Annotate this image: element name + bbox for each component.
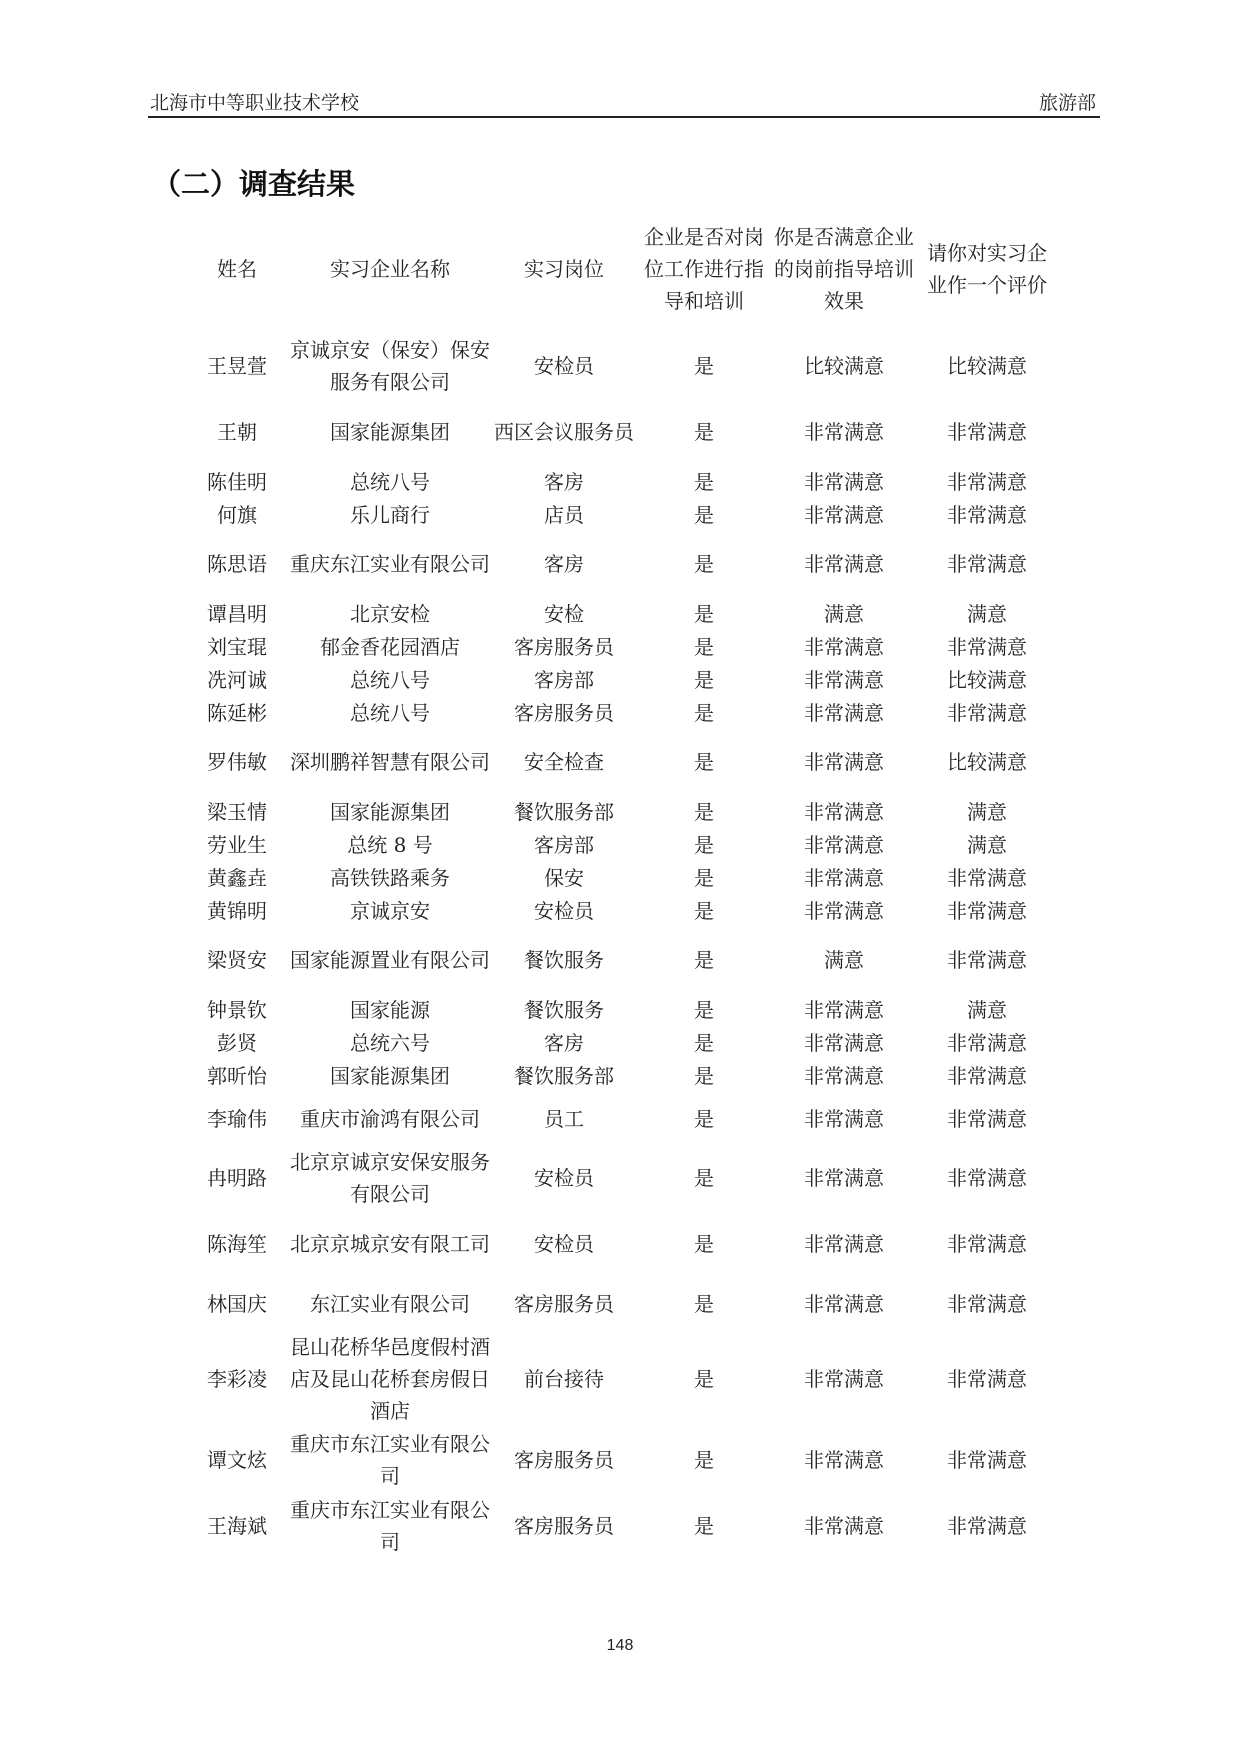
cell-company-rating: 非常满意: [947, 948, 1027, 972]
table-row: [186, 927, 1058, 993]
cell-position: 店员: [544, 502, 584, 527]
table-row: [186, 465, 1058, 498]
cell-company: 高铁铁路乘务: [330, 865, 450, 890]
cell-name: 李瑜伟: [207, 1106, 267, 1131]
page-number: 148: [606, 1637, 634, 1654]
cell-company: 国家能源集团: [330, 1063, 450, 1088]
cell-company-rating: 非常满意: [947, 420, 1027, 444]
cell-company-rating: 非常满意: [947, 502, 1027, 527]
table-row: [186, 1330, 1058, 1427]
cell-position: 安检员: [534, 354, 594, 378]
cell-training-provided: 是: [694, 420, 714, 444]
table-body: [186, 333, 1058, 1559]
header-company-rating: 请你对实习企业作一个评价: [927, 241, 1047, 297]
cell-name: 陈思语: [207, 552, 267, 576]
cell-training-satisfaction: 满意: [824, 601, 864, 626]
cell-name: 劳业生: [207, 832, 267, 857]
cell-position: 客房部: [534, 667, 594, 692]
cell-company: 乐儿商行: [350, 502, 430, 527]
cell-name: 林国庆: [207, 1291, 267, 1316]
cell-position: 客房: [544, 1030, 584, 1055]
cell-position: 客房: [544, 552, 584, 576]
cell-position: 客房服务员: [514, 634, 614, 659]
cell-training-provided: 是: [694, 502, 714, 527]
header-training-provided: 企业是否对岗位工作进行指导和培训: [644, 225, 764, 313]
header-training-satisfaction: 你是否满意企业的岗前指导培训效果: [774, 225, 914, 313]
cell-name: 梁贤安: [207, 948, 267, 972]
cell-position: 安检员: [534, 1166, 594, 1190]
table-row: [186, 1026, 1058, 1059]
cell-position: 前台接待: [524, 1366, 604, 1391]
cell-name: 黄鑫垚: [207, 865, 267, 890]
cell-position: 餐饮服务: [524, 997, 604, 1022]
table-row: [186, 1059, 1058, 1092]
cell-company: 国家能源集团: [330, 799, 450, 824]
cell-name: 何旗: [217, 502, 257, 527]
cell-company: 北京京诚京安保安服务有限公司: [290, 1150, 490, 1206]
cell-name: 王海斌: [207, 1514, 267, 1538]
cell-company: 国家能源集团: [330, 420, 450, 444]
cell-company: 国家能源: [350, 997, 430, 1022]
cell-name: 陈海笙: [207, 1232, 267, 1256]
cell-training-provided: 是: [694, 354, 714, 378]
cell-training-provided: 是: [694, 750, 714, 774]
cell-company-rating: 比较满意: [947, 354, 1027, 378]
cell-training-satisfaction: 比较满意: [804, 354, 884, 378]
cell-training-satisfaction: 非常满意: [804, 1366, 884, 1391]
cell-training-provided: 是: [694, 1166, 714, 1190]
cell-training-satisfaction: 非常满意: [804, 502, 884, 527]
cell-name: 刘宝琨: [207, 634, 267, 659]
cell-company-rating: 非常满意: [947, 1063, 1027, 1088]
table-row: [186, 531, 1058, 597]
cell-training-provided: 是: [694, 948, 714, 972]
cell-company: 东江实业有限公司: [310, 1291, 470, 1316]
cell-position: 餐饮服务部: [514, 1063, 614, 1088]
cell-training-provided: 是: [694, 634, 714, 659]
cell-training-satisfaction: 非常满意: [804, 898, 884, 923]
cell-position: 客房: [544, 469, 584, 494]
cell-position: 安检员: [534, 898, 594, 923]
table-row: [186, 1277, 1058, 1330]
table-row: [186, 696, 1058, 729]
cell-training-provided: 是: [694, 1366, 714, 1391]
cell-position: 保安: [544, 865, 584, 890]
cell-training-satisfaction: 非常满意: [804, 552, 884, 576]
table-row: [186, 663, 1058, 696]
cell-company: 国家能源置业有限公司: [290, 948, 490, 972]
cell-name: 黄锦明: [207, 898, 267, 923]
cell-company-rating: 满意: [967, 799, 1007, 824]
cell-training-satisfaction: 非常满意: [804, 700, 884, 725]
cell-training-provided: 是: [694, 1030, 714, 1055]
cell-company-rating: 满意: [967, 997, 1007, 1022]
cell-name: 梁玉情: [207, 799, 267, 824]
cell-training-satisfaction: 非常满意: [804, 799, 884, 824]
cell-training-satisfaction: 非常满意: [804, 865, 884, 890]
cell-training-provided: 是: [694, 799, 714, 824]
cell-company: 重庆市东江实业有限公司: [290, 1432, 490, 1488]
cell-training-provided: 是: [694, 1448, 714, 1472]
cell-company: 总统六号: [350, 1030, 430, 1055]
cell-company-rating: 非常满意: [947, 898, 1027, 923]
survey-results-table: [186, 205, 1058, 1559]
cell-training-satisfaction: 非常满意: [804, 1063, 884, 1088]
cell-company: 京诚京安（保安）保安服务有限公司: [290, 338, 490, 394]
cell-company-rating: 非常满意: [947, 1448, 1027, 1472]
header-name: 姓名: [217, 257, 257, 281]
cell-company-rating: 非常满意: [947, 1232, 1027, 1256]
cell-position: 餐饮服务: [524, 948, 604, 972]
cell-training-satisfaction: 非常满意: [804, 1166, 884, 1190]
table-row: [186, 1427, 1058, 1493]
cell-training-provided: 是: [694, 469, 714, 494]
cell-training-satisfaction: 非常满意: [804, 634, 884, 659]
cell-training-satisfaction: 非常满意: [804, 1030, 884, 1055]
cell-company-rating: 非常满意: [947, 469, 1027, 494]
cell-company-rating: 非常满意: [947, 634, 1027, 659]
cell-company: 京诚京安: [350, 898, 430, 923]
cell-name: 王昱萱: [207, 354, 267, 378]
cell-company: 北京京城京安有限工司: [290, 1232, 490, 1256]
cell-company-rating: 非常满意: [947, 865, 1027, 890]
cell-training-provided: 是: [694, 832, 714, 857]
cell-training-satisfaction: 非常满意: [804, 1514, 884, 1538]
cell-position: 安检: [544, 601, 584, 626]
cell-company-rating: 非常满意: [947, 1166, 1027, 1190]
section-title: （二）调查结果: [152, 167, 356, 201]
cell-position: 客房服务员: [514, 1514, 614, 1538]
cell-company: 总统 8 号: [347, 832, 433, 857]
page-header: [148, 86, 1100, 118]
table-row: [186, 399, 1058, 465]
cell-position: 客房服务员: [514, 700, 614, 725]
cell-company: 重庆东江实业有限公司: [290, 552, 490, 576]
cell-name: 冉明路: [207, 1166, 267, 1190]
cell-training-provided: 是: [694, 667, 714, 692]
header-company: 实习企业名称: [330, 257, 450, 281]
table-row: [186, 630, 1058, 663]
cell-company: 重庆市渝鸿有限公司: [300, 1106, 480, 1131]
cell-training-provided: 是: [694, 601, 714, 626]
cell-company-rating: 比较满意: [947, 750, 1027, 774]
cell-position: 安全检查: [524, 750, 604, 774]
cell-training-satisfaction: 非常满意: [804, 1448, 884, 1472]
cell-position: 餐饮服务部: [514, 799, 614, 824]
table-row: [186, 1493, 1058, 1559]
cell-training-satisfaction: 非常满意: [804, 1232, 884, 1256]
cell-training-satisfaction: 非常满意: [804, 420, 884, 444]
cell-training-provided: 是: [694, 1063, 714, 1088]
cell-name: 冼河诚: [207, 667, 267, 692]
cell-name: 陈延彬: [207, 700, 267, 725]
cell-company: 重庆市东江实业有限公司: [290, 1498, 490, 1554]
cell-name: 李彩凌: [207, 1366, 267, 1391]
cell-company-rating: 非常满意: [947, 1514, 1027, 1538]
cell-position: 客房部: [534, 832, 594, 857]
cell-company-rating: 非常满意: [947, 1291, 1027, 1316]
cell-name: 谭昌明: [207, 601, 267, 626]
school-name: 北海市中等职业技术学校: [150, 92, 360, 114]
table-row: [186, 1211, 1058, 1277]
cell-training-satisfaction: 非常满意: [804, 1291, 884, 1316]
cell-position: 西区会议服务员: [494, 420, 634, 444]
table-row: [186, 795, 1058, 828]
cell-training-provided: 是: [694, 1514, 714, 1538]
table-row: [186, 861, 1058, 894]
cell-position: 客房服务员: [514, 1448, 614, 1472]
table-header-row: [186, 205, 1058, 333]
cell-name: 王朝: [217, 420, 257, 444]
cell-name: 钟景钦: [207, 997, 267, 1022]
cell-position: 安检员: [534, 1232, 594, 1256]
table-row: [186, 894, 1058, 927]
header-position: 实习岗位: [524, 257, 604, 281]
table-row: [186, 993, 1058, 1026]
cell-training-satisfaction: 非常满意: [804, 750, 884, 774]
cell-training-satisfaction: 非常满意: [804, 469, 884, 494]
cell-name: 彭贤: [217, 1030, 257, 1055]
cell-company: 深圳鹏祥智慧有限公司: [290, 750, 490, 774]
cell-training-provided: 是: [694, 1291, 714, 1316]
cell-name: 陈佳明: [207, 469, 267, 494]
cell-company: 北京安检: [350, 601, 430, 626]
cell-training-provided: 是: [694, 552, 714, 576]
cell-company-rating: 非常满意: [947, 552, 1027, 576]
cell-training-provided: 是: [694, 865, 714, 890]
cell-training-provided: 是: [694, 898, 714, 923]
table-row: [186, 498, 1058, 531]
cell-company-rating: 非常满意: [947, 1106, 1027, 1131]
table-row: [186, 1145, 1058, 1211]
table-row: [186, 1092, 1058, 1145]
table-row: [186, 828, 1058, 861]
cell-company: 总统八号: [350, 469, 430, 494]
cell-name: 谭文炫: [207, 1448, 267, 1472]
department-name: 旅游部: [1038, 92, 1096, 114]
cell-company: 昆山花桥华邑度假村酒店及昆山花桥套房假日酒店: [290, 1334, 490, 1423]
cell-company-rating: 非常满意: [947, 1030, 1027, 1055]
table-row: [186, 333, 1058, 399]
table-row: [186, 597, 1058, 630]
cell-training-satisfaction: 满意: [824, 948, 864, 972]
cell-training-provided: 是: [694, 1106, 714, 1131]
cell-training-provided: 是: [694, 1232, 714, 1256]
cell-name: 罗伟敏: [207, 750, 267, 774]
cell-name: 郭昕怡: [207, 1063, 267, 1088]
cell-training-satisfaction: 非常满意: [804, 832, 884, 857]
cell-company-rating: 非常满意: [947, 1366, 1027, 1391]
cell-training-satisfaction: 非常满意: [804, 667, 884, 692]
cell-company-rating: 比较满意: [947, 667, 1027, 692]
cell-training-provided: 是: [694, 700, 714, 725]
cell-company-rating: 满意: [967, 601, 1007, 626]
cell-company-rating: 满意: [967, 832, 1007, 857]
cell-position: 员工: [544, 1106, 584, 1131]
cell-training-satisfaction: 非常满意: [804, 997, 884, 1022]
cell-company: 总统八号: [350, 700, 430, 725]
cell-company: 郁金香花园酒店: [320, 634, 460, 659]
cell-company-rating: 非常满意: [947, 700, 1027, 725]
cell-company: 总统八号: [350, 667, 430, 692]
cell-training-provided: 是: [694, 997, 714, 1022]
table-row: [186, 729, 1058, 795]
cell-position: 客房服务员: [514, 1291, 614, 1316]
cell-training-satisfaction: 非常满意: [804, 1106, 884, 1131]
